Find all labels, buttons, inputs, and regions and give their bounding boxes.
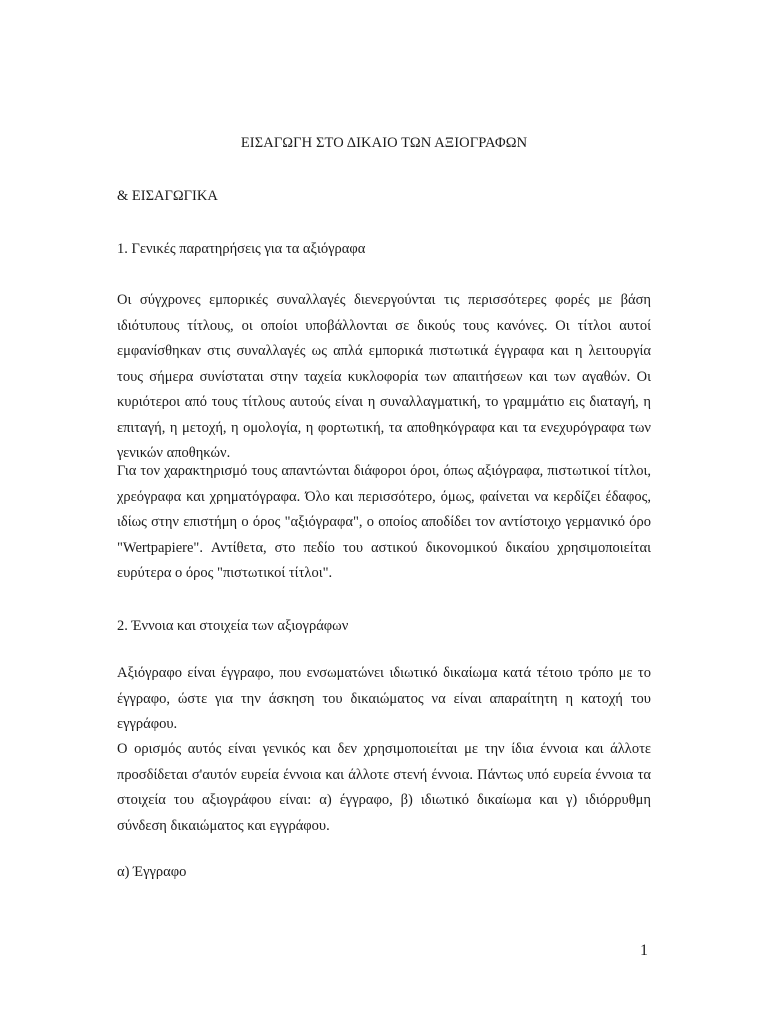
subsection-a-heading: α) Έγγραφο bbox=[117, 864, 187, 880]
section-1-heading: 1. Γενικές παρατηρήσεις για τα αξιόγραφα bbox=[117, 241, 366, 257]
section-2-heading: 2. Έννοια και στοιχεία των αξιογράφων bbox=[117, 618, 349, 634]
section-2-paragraph-2: Ο ορισμός αυτός είναι γενικός και δεν χρησιμοποιείται με την ίδια έννοια και άλλοτε προσδίδεται σ'αυτόν ευρεία έννοια και άλλοτε στενή έννοια. Πάντως υπό ευρεία έννοια τα στοιχεία του αξιογράφου είναι: α) έγγραφο, β) ιδιωτικό δικαίωμα και γ) ιδιόρρυθμη σύνδεση δικαιώματος και εγγράφου. bbox=[117, 741, 651, 834]
document-title: ΕΙΣΑΓΩΓΗ ΣΤΟ ΔΙΚΑΙΟ ΤΩΝ ΑΞΙΟΓΡΑΦΩΝ bbox=[240, 135, 528, 151]
section-2-paragraph-1: Αξιόγραφο είναι έγγραφο, που ενσωματώνει ιδιωτικό δικαίωμα κατά τέτοιο τρόπο με το έγγραφο, ώστε για την άσκηση του δικαιώματος να είναι απαραίτητη η κατοχή του εγγράφου. bbox=[117, 665, 651, 732]
section-1-paragraph-1: Οι σύγχρονες εμπορικές συναλλαγές διενεργούνται τις περισσότερες φορές με βάση ιδιότυπους τίτλους, οι οποίοι υποβάλλονται σε δικούς τους κανόνες. Οι τίτλοι αυτοί εμφανίσθηκαν στις συναλλαγές ως απλά εμπορικά πιστωτικά έγγραφα και η λειτουργία τους σήμερα συνίσταται στην ταχεία κυκλοφορία των απαιτήσεων και των αγαθών. Οι κυριότεροι από τους τίτλους αυτούς είναι η συναλλαγματική, το γραμμάτιο εις διαταγή, η επιταγή, η μετοχή, η ομολογία, η φορτωτική, τα αποθηκόγραφα και τα ενεχυρόγραφα των γενικών αποθηκών. bbox=[117, 292, 651, 461]
section-1-paragraph-2: Για τον χαρακτηρισμό τους απαντώνται διάφοροι όροι, όπως αξιόγραφα, πιστωτικοί τίτλοι, χρεόγραφα και χρηματόγραφα. Όλο και περισσότερο, όμως, φαίνεται να κερδίζει έδαφος, ιδίως στην επιστήμη ο όρος "αξιόγραφα", ο οποίος αποδίδει τον αντίστοιχο γερμανικό όρο "Wertpapiere". Αντίθετα, στο πεδίο του αστικού δικονομικού δικαίου χρησιμοποιείται ευρύτερα ο όρος "πιστωτικοί τίτλοι". bbox=[117, 463, 651, 581]
page-number: 1 bbox=[640, 942, 648, 959]
document-subtitle: & ΕΙΣΑΓΩΓΙΚΑ bbox=[117, 188, 218, 204]
